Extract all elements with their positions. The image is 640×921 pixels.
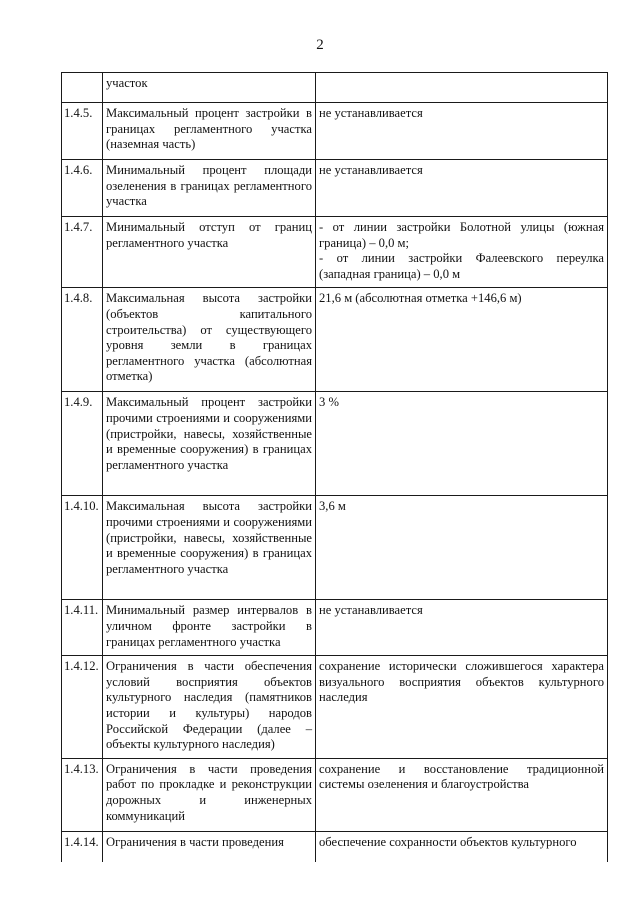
row-value-line: 21,6 м (абсолютная отметка +146,6 м) (319, 291, 522, 306)
table-row (62, 656, 608, 759)
row-value (316, 103, 608, 160)
row-value (316, 600, 608, 656)
regulations-table (61, 72, 608, 862)
row-value (316, 758, 608, 831)
row-value (316, 392, 608, 496)
row-value (316, 217, 608, 288)
table-row (62, 758, 608, 831)
row-value-line: сохранение и восстановление традиционной системы озеленения и благоустройства (319, 761, 604, 792)
row-number: 1.4.7. (62, 217, 103, 288)
table-row (62, 392, 608, 496)
row-value-line: обеспечение сохранности объектов культурного (319, 834, 577, 849)
table-row (62, 288, 608, 392)
row-value-line: 3,6 м (319, 499, 346, 514)
row-number: 1.4.9. (62, 392, 103, 496)
table-row (62, 217, 608, 288)
row-value-line: 3 % (319, 395, 339, 410)
row-number: 1.4.14. (62, 831, 103, 862)
row-value (316, 288, 608, 392)
row-parameter: Максимальная высота застройки прочими строениями и сооружениями (пристройки, навесы, хозяйственные и временные сооружения) в границах регламентного участка (103, 496, 316, 600)
row-value-line: сохранение исторически сложившегося характера визуального восприятия объектов культурного наследия (319, 659, 604, 705)
row-value-line: не устанавливается (319, 106, 423, 120)
page-number: 2 (316, 37, 324, 53)
row-number: 1.4.8. (62, 288, 103, 392)
row-number: 1.4.12. (62, 656, 103, 759)
table-row (62, 496, 608, 600)
table-row (62, 831, 608, 862)
row-number: 1.4.10. (62, 496, 103, 600)
row-number: 1.4.5. (62, 103, 103, 160)
row-parameter: Минимальный процент площади озеленения в границах регламентного участка (103, 160, 316, 217)
row-value (316, 496, 608, 600)
table-row (62, 160, 608, 217)
table-row (62, 600, 608, 656)
table-row (62, 103, 608, 160)
row-parameter: Максимальный процент застройки в границах регламентного участка (наземная часть) (103, 103, 316, 160)
row-value (316, 73, 608, 103)
row-number: 1.4.11. (62, 600, 103, 656)
row-value (316, 160, 608, 217)
row-parameter: Минимальный размер интервалов в уличном фронте застройки в границах регламентного участка (103, 600, 316, 656)
table-row (62, 73, 608, 103)
row-parameter: Максимальная высота застройки (объектов капитального строительства) от существующего уровня земли в границах регламентного участка (абсолютная отметка) (103, 288, 316, 392)
row-number (62, 73, 103, 103)
row-value-line: не устанавливается (319, 603, 423, 618)
row-value-line: не устанавливается (319, 163, 423, 177)
row-parameter: Минимальный отступ от границ регламентного участка (103, 217, 316, 288)
row-parameter: Ограничения в части проведения (103, 831, 316, 862)
row-value-line: - от линии застройки Болотной улицы (южная граница) – 0,0 м; (319, 220, 604, 250)
row-parameter: Максимальный процент застройки прочими строениями и сооружениями (пристройки, навесы, хозяйственные и временные сооружения) в границах регламентного участка (103, 392, 316, 496)
row-number: 1.4.13. (62, 758, 103, 831)
row-parameter: Ограничения в части проведения работ по прокладке и реконструкции дорожных и инженерных коммуникаций (103, 758, 316, 831)
row-parameter: участок (103, 73, 316, 103)
row-number: 1.4.6. (62, 160, 103, 217)
row-value-line: - от линии застройки Фалеевского переулка (западная граница) – 0,0 м (319, 251, 604, 281)
row-parameter: Ограничения в части обеспечения условий восприятия объектов культурного наследия (памятников истории и культуры) народов Российской Федерации (далее – объекты культурного наследия) (103, 656, 316, 759)
row-value (316, 831, 608, 862)
row-value (316, 656, 608, 759)
